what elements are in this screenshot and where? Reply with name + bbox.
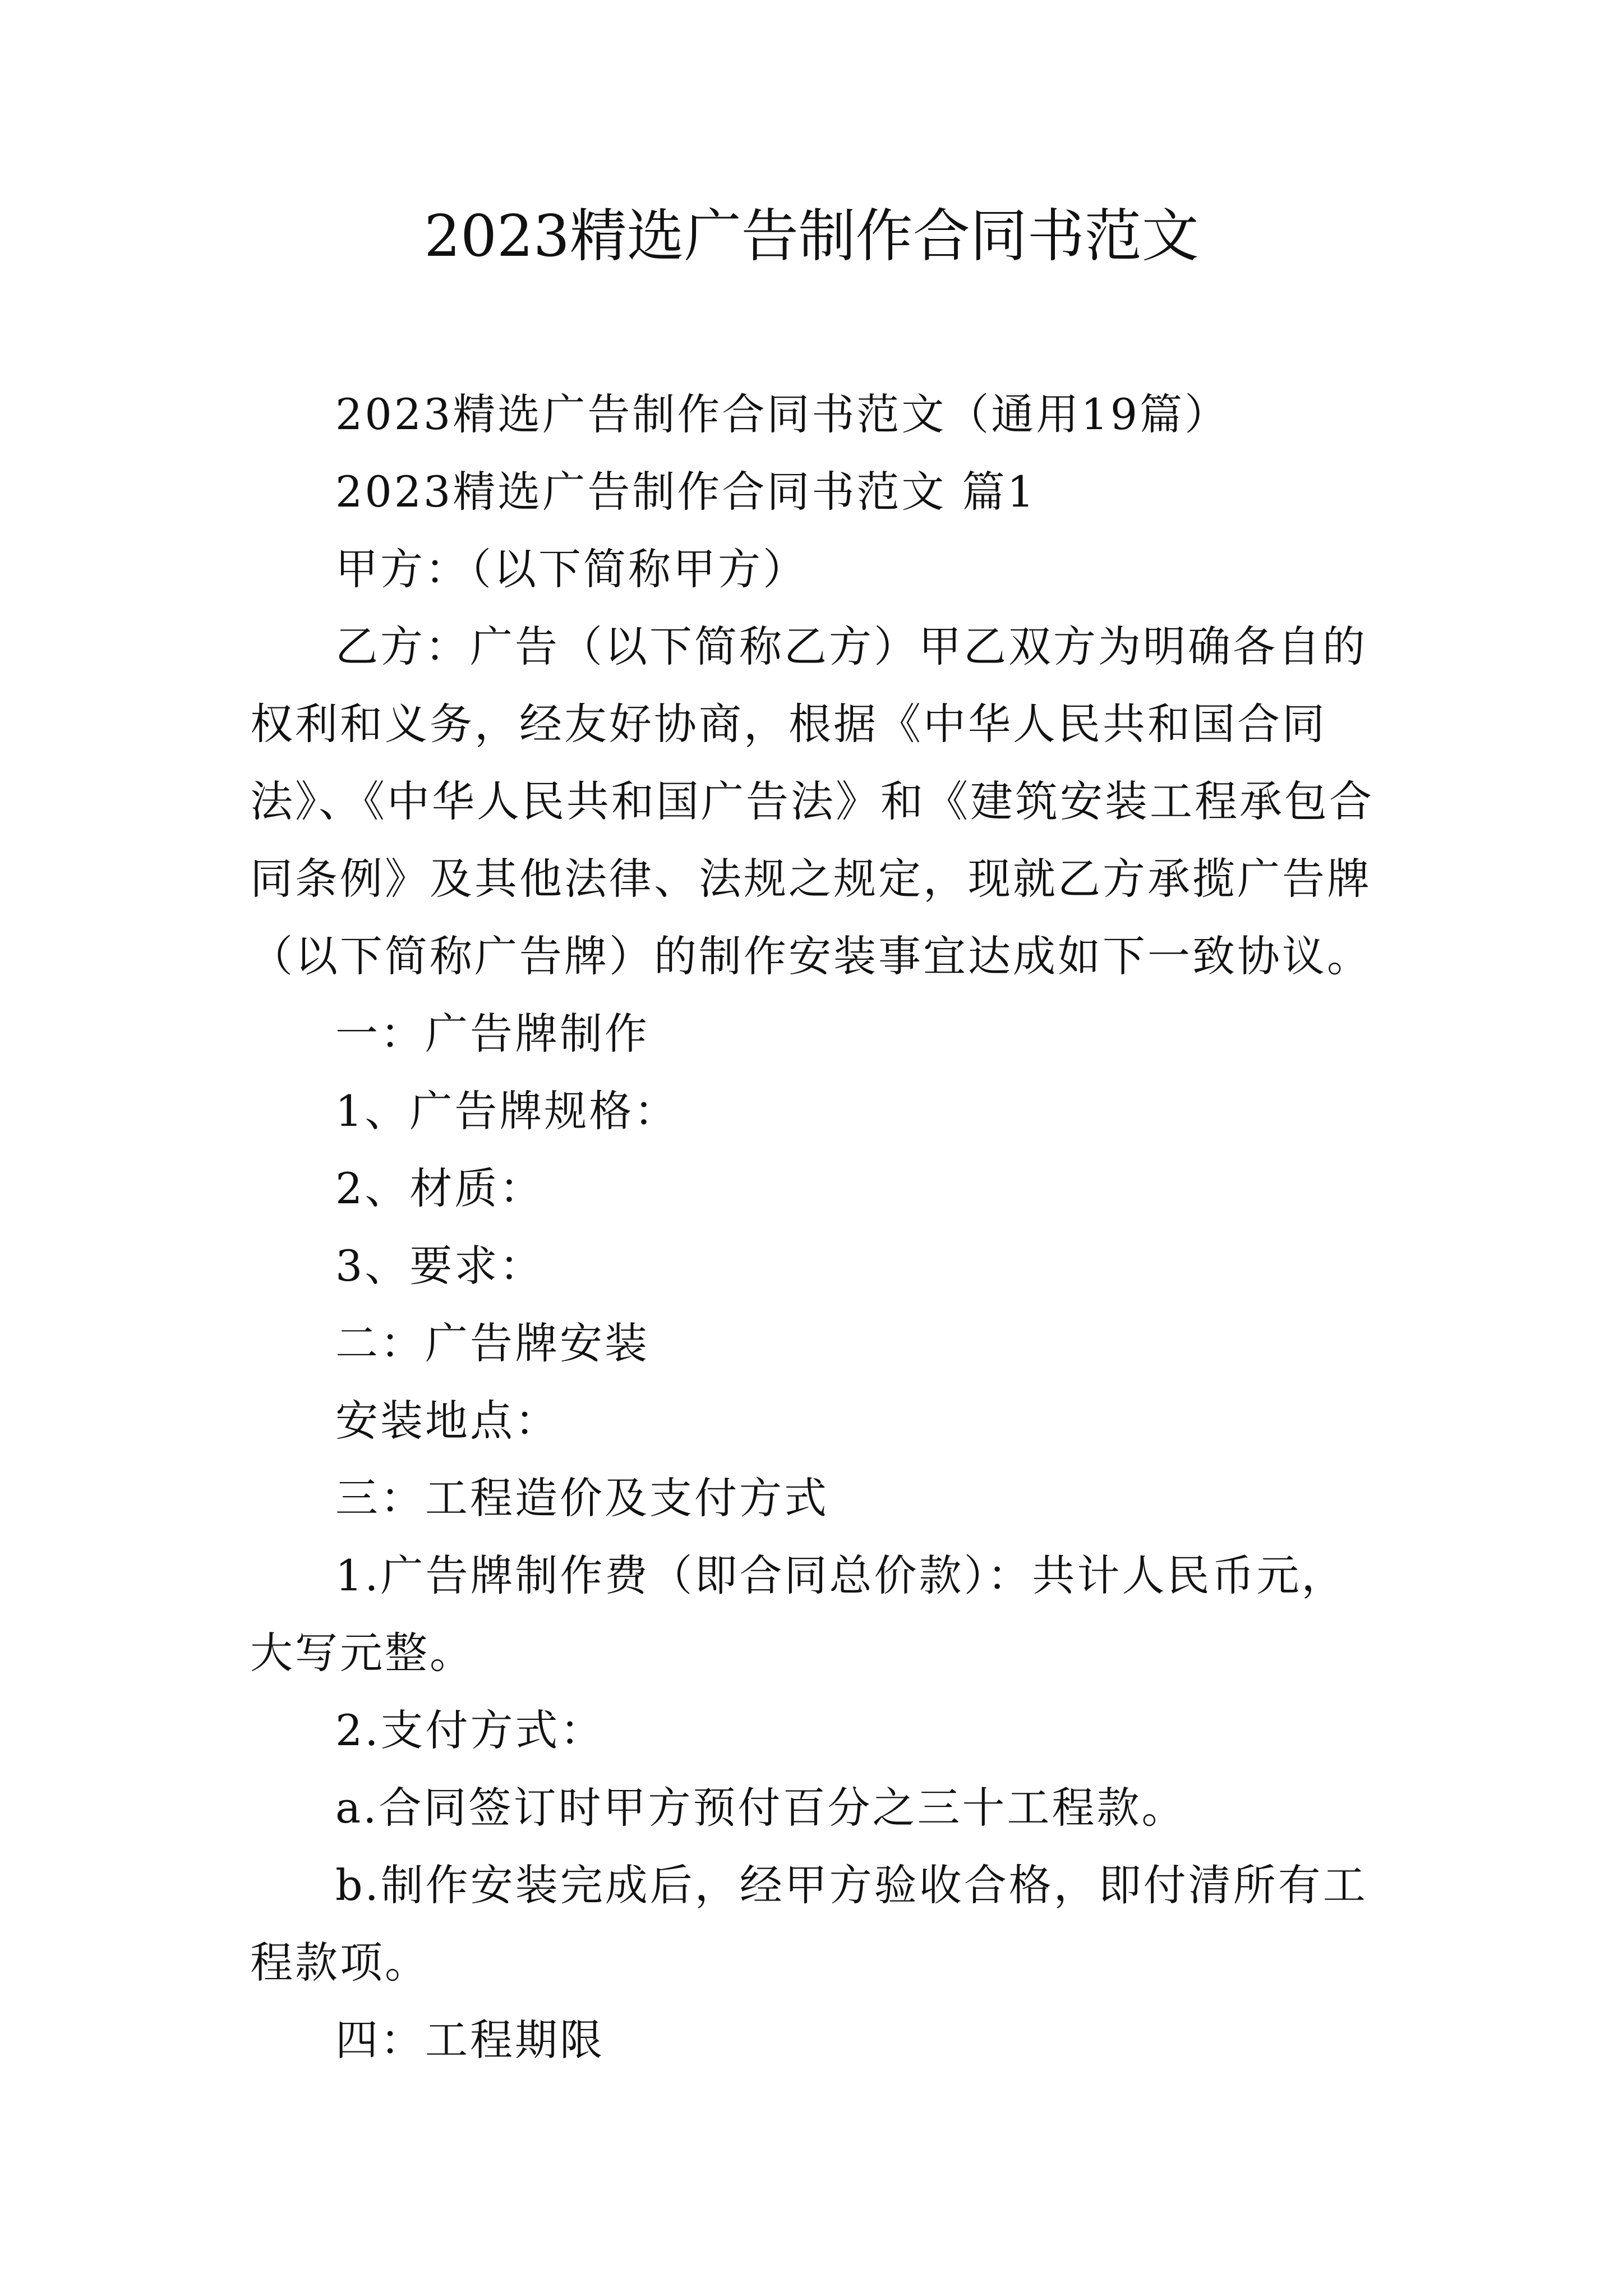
document-body <box>250 376 1383 2079</box>
paragraph-party-a: 甲方：（以下简称甲方） <box>335 544 808 594</box>
paragraph-party-b: 乙方：广告（以下简称乙方）甲乙双方为明确各自的权利和义务，经友好协商，根据《中华人民共和国合同法》、《中华人民共和国广告法》和《建筑安装工程承包合同条例》及其他法律、法规之规定，现就乙方承揽广告牌（以下简称广告牌）的制作安装事宜达成如下一致协议。 <box>250 622 1374 981</box>
paragraph-clause-4-heading: 四：工程期限 <box>335 2015 605 2065</box>
paragraph-section-heading: 2023精选广告制作合同书范文 篇1 <box>335 467 1036 517</box>
paragraph-install-location: 安装地点： <box>335 1396 560 1446</box>
document-title: 2023精选广告制作合同书范文 <box>424 203 1199 270</box>
paragraph-spec: 1、广告牌规格： <box>335 1086 679 1136</box>
paragraph-material: 2、材质： <box>335 1163 545 1213</box>
paragraph-payment-b: b.制作安装完成后，经甲方验收合格，即付清所有工程款项。 <box>250 1860 1368 1987</box>
paragraph-subtitle: 2023精选广告制作合同书范文（通用19篇） <box>335 389 1230 439</box>
paragraph-total-price: 1.广告牌制作费（即合同总价款）：共计人民币元，大写元整。 <box>250 1550 1347 1678</box>
paragraph-payment-method: 2.支付方式： <box>335 1705 605 1755</box>
paragraph-payment-a: a.合同签订时甲方预付百分之三十工程款。 <box>335 1783 1187 1833</box>
paragraph-clause-3-heading: 三：工程造价及支付方式 <box>335 1473 829 1523</box>
paragraph-clause-1-heading: 一：广告牌制作 <box>335 1009 649 1059</box>
paragraph-requirements: 3、要求： <box>335 1241 545 1291</box>
paragraph-clause-2-heading: 二：广告牌安装 <box>335 1318 649 1368</box>
